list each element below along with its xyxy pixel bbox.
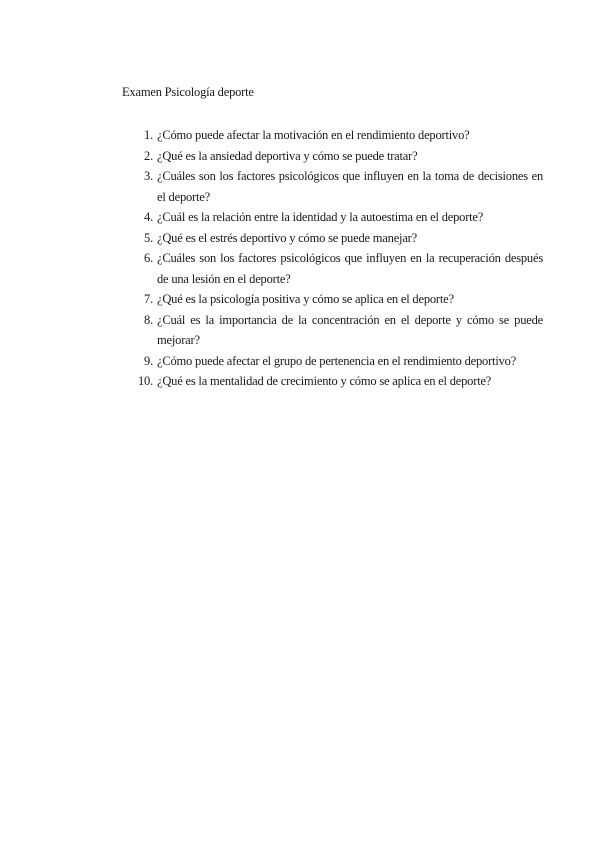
question-text: ¿Cómo puede afectar el grupo de pertenencia en el rendimiento deportivo? (157, 353, 517, 368)
question-number: 9. (144, 353, 153, 368)
question-number: 2. (144, 148, 153, 163)
document-title: Examen Psicología deporte (122, 85, 254, 99)
question-text: ¿Cuáles son los factores psicológicos que influyen en la toma de decisiones en el deporte? (157, 169, 543, 204)
question-number: 7. (144, 292, 153, 306)
question-item-10 (122, 371, 543, 392)
question-number: 5. (144, 230, 153, 245)
question-item-7 (122, 289, 543, 310)
question-list (122, 125, 543, 392)
question-number: 3. (144, 169, 153, 183)
question-item-4 (122, 207, 543, 228)
question-item-5 (122, 228, 543, 249)
question-number: 6. (144, 251, 153, 265)
question-number: 8. (144, 312, 153, 327)
question-item-6 (122, 248, 543, 289)
question-number: 4. (144, 210, 153, 224)
question-item-1 (122, 125, 543, 146)
question-item-3 (122, 166, 543, 207)
question-text: ¿Cuáles son los factores psicológicos que influyen en la recuperación después de una lesión en el deporte? (157, 251, 543, 286)
question-text: ¿Cómo puede afectar la motivación en el rendimiento deportivo? (157, 128, 470, 142)
question-text: ¿Cuál es la relación entre la identidad y la autoestima en el deporte? (157, 210, 484, 224)
question-item-2 (122, 146, 543, 167)
question-text: ¿Qué es la mentalidad de crecimiento y cómo se aplica en el deporte? (157, 374, 492, 388)
question-text: ¿Qué es la ansiedad deportiva y cómo se puede tratar? (157, 148, 418, 163)
question-text: ¿Qué es el estrés deportivo y cómo se puede manejar? (157, 230, 417, 245)
question-item-9 (122, 351, 543, 372)
question-number: 1. (144, 128, 153, 142)
question-number: 10. (137, 374, 153, 388)
question-item-8 (122, 310, 543, 351)
question-text: ¿Qué es la psicología positiva y cómo se aplica en el deporte? (157, 292, 454, 306)
question-text: ¿Cuál es la importancia de la concentración en el deporte y cómo se puede mejorar? (157, 312, 543, 347)
